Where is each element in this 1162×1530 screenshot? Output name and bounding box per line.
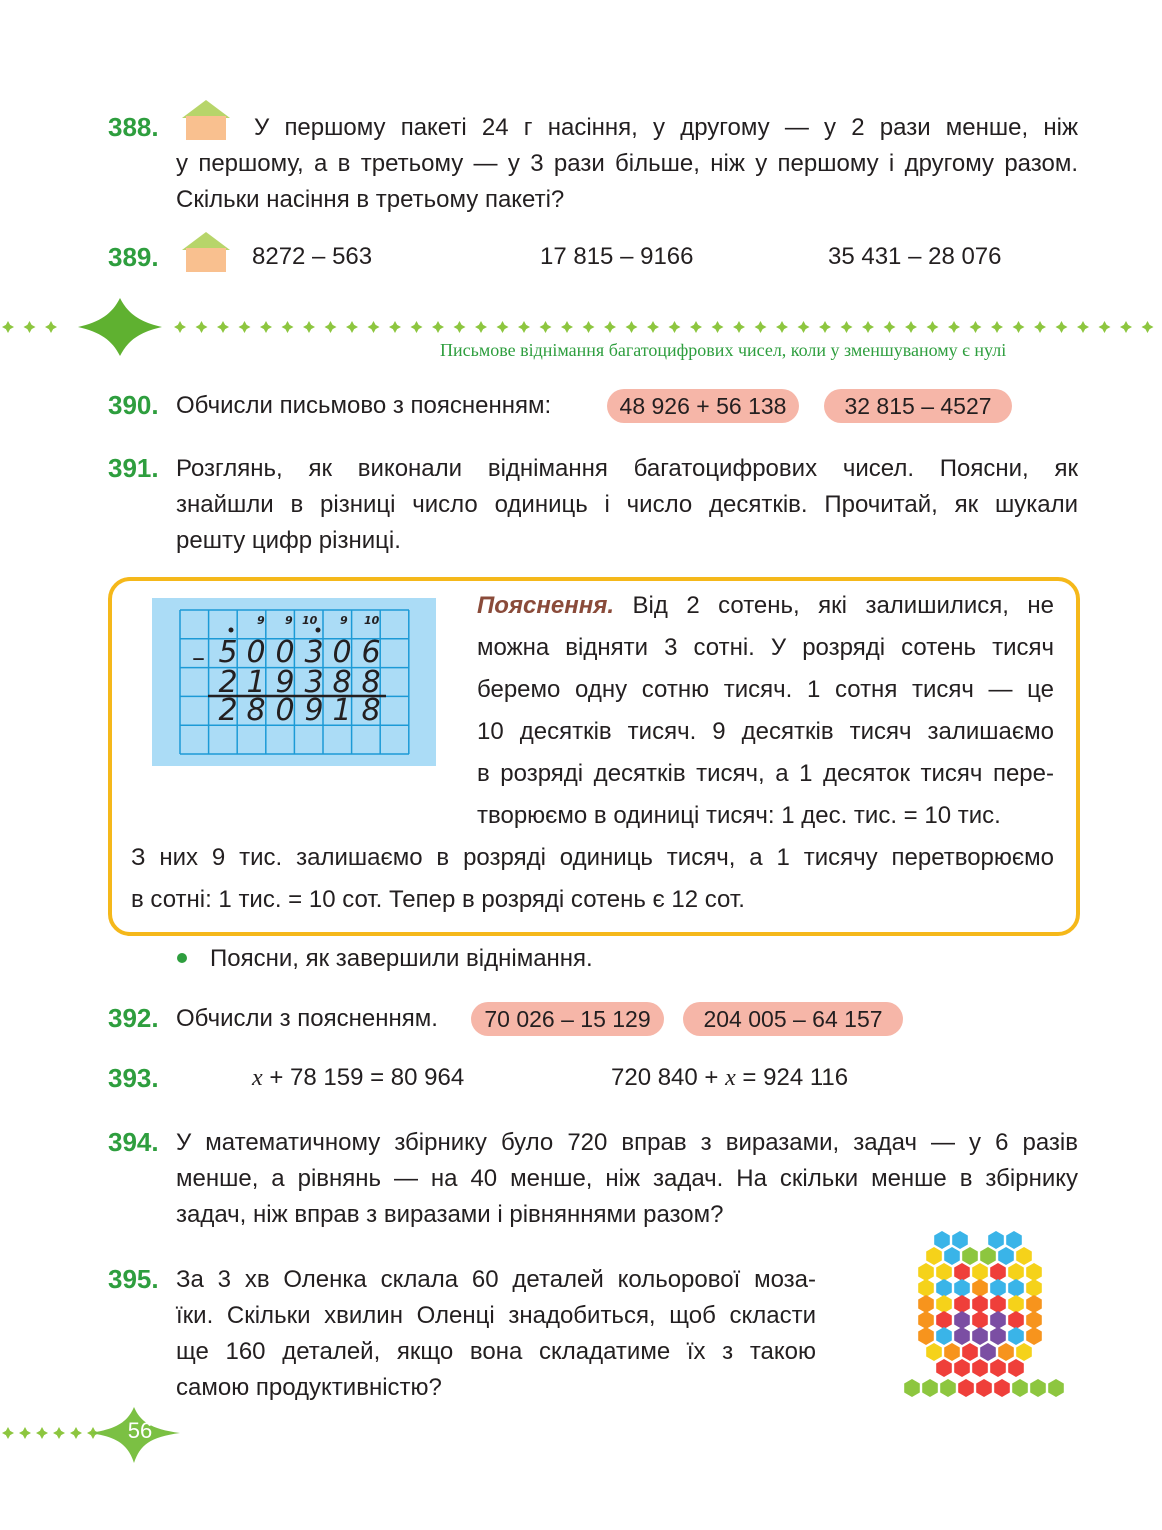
house-icon: [178, 228, 234, 272]
minuend-digit: 6: [361, 635, 381, 670]
task-388-line-3: Скільки насіння в третьому пакеті?: [176, 186, 565, 213]
task-number-395: 395.: [108, 1264, 159, 1294]
task-394-line-2: менше, а рівнянь — на 40 менше, ніж задач. На скільки менше в збірнику: [176, 1165, 1078, 1192]
task-389-expr-2: 17 815 – 9166: [540, 243, 694, 270]
page-number: 56: [127, 1418, 153, 1443]
owl-mosaic-image: [900, 1230, 1066, 1406]
carry-digit: 10: [302, 614, 318, 627]
task-393-equation-2: [611, 1064, 848, 1092]
carry-digit: 9: [257, 614, 265, 627]
task-395-text: [176, 1262, 816, 1406]
task-389-expr-3: 35 431 – 28 076: [828, 243, 1002, 270]
explanation-line-1: [477, 585, 1054, 627]
result-digit: 0: [275, 693, 295, 728]
task-388-text: [176, 110, 1078, 218]
minuend-digit: 0: [332, 635, 352, 670]
subtrahend-digit: 3: [304, 665, 324, 700]
task-395-line-3: ще 160 деталей, якщо вона складатиме їх з такою: [176, 1338, 816, 1365]
task-number-391: 391.: [108, 453, 159, 483]
task-390-expr-2: 32 815 – 4527: [824, 389, 1012, 423]
minus-sign: –: [192, 643, 205, 673]
equation-2-start: 720 840 +: [611, 1064, 726, 1091]
explanation-title: Пояснення.: [477, 592, 615, 619]
page-number-badge: [0, 1405, 190, 1465]
task-391-line-3: решту цифр різниці.: [176, 527, 401, 554]
minuend-digit: 5: [218, 635, 238, 670]
carry-digit: 9: [340, 614, 348, 627]
task-number-390: 390.: [108, 390, 159, 420]
task-392-expr-1: 70 026 – 15 129: [471, 1002, 664, 1036]
task-388-line-2: у першому, а в третьому — у 3 рази більше, ніж у першому і другому разом.: [176, 150, 1078, 177]
variable-x: x: [725, 1065, 736, 1091]
subtrahend-digit: 1: [246, 665, 266, 700]
task-389-expr-1: 8272 – 563: [252, 243, 373, 270]
minuend-digit: 3: [304, 635, 324, 670]
task-395-line-2: їки. Скільки хвилин Оленці знадобиться, щоб скласти: [176, 1302, 816, 1329]
result-digit: 1: [332, 693, 352, 728]
explanation-line-1-text: Від 2 сотень, які залишилися, не: [632, 592, 1055, 619]
task-390-text: Обчисли письмово з поясненням:: [176, 392, 552, 419]
result-digit: 8: [246, 693, 266, 728]
task-391-line-2: знайшли в різниці число одиниць і число десятків. Прочитай, як шукали: [176, 491, 1078, 518]
task-number-389: 389.: [108, 242, 159, 272]
subtrahend-digit: 8: [332, 665, 352, 700]
task-388-line-1: У першому пакеті 24 г насіння, у другому — у 2 рази менше, ніж: [254, 114, 1078, 141]
carry-digit: 10: [364, 614, 380, 627]
task-391-line-1: Розглянь, як виконали віднімання багатоцифрових чисел. Поясни, як: [176, 455, 1078, 482]
task-392-expr-2: 204 005 – 64 157: [683, 1002, 903, 1036]
explanation-line-6: творюємо в одиниці тисяч: 1 дес. тис. = 10 тис.: [477, 802, 1001, 829]
task-394-line-1: У математичному збірнику було 720 вправ з виразами, задач — у 6 разів: [176, 1129, 1078, 1156]
bullet-dot: [177, 953, 187, 963]
subtrahend-digit: 9: [275, 665, 295, 700]
equation-2-rest: = 924 116: [735, 1064, 849, 1091]
subtrahend-digit: 2: [218, 665, 238, 700]
explanation-line-8: в сотні: 1 тис. = 10 сот. Тепер в розряді сотень є 12 сот.: [131, 886, 745, 913]
task-395-line-4: самою продуктивністю?: [176, 1374, 442, 1401]
carry-digit: 9: [285, 614, 293, 627]
explanation-text-full: [131, 837, 1054, 921]
equation-1-rest: + 78 159 = 80 964: [262, 1064, 465, 1091]
result-digit: 8: [361, 693, 381, 728]
task-394-text: [176, 1125, 1078, 1233]
task-number-392: 392.: [108, 1003, 159, 1033]
task-394-line-3: задач, ніж вправ з виразами і рівняннями разом?: [176, 1201, 724, 1228]
task-393-equation-1: [252, 1064, 464, 1092]
minuend-digit: 0: [246, 635, 266, 670]
explanation-line-4: 10 десятків тисяч. 9 десятків тисяч залишаємо: [477, 718, 1054, 745]
task-391-text: [176, 451, 1078, 559]
explanation-text: [477, 585, 1054, 837]
task-number-388: 388.: [108, 112, 159, 142]
explanation-line-5: в розряді десятків тисяч, а 1 десяток тисяч пере-: [477, 760, 1054, 787]
task-number-393: 393.: [108, 1063, 159, 1093]
explanation-line-7: З них 9 тис. залишаємо в розряді одиниць тисяч, а 1 тисячу перетворюємо: [131, 844, 1054, 871]
result-digit: 2: [218, 693, 238, 728]
task-392-text: Обчисли з поясненням.: [176, 1005, 438, 1032]
task-number-394: 394.: [108, 1127, 159, 1157]
result-digit: 9: [304, 693, 324, 728]
subtrahend-digit: 8: [361, 665, 381, 700]
bullet-text: Поясни, як завершили віднімання.: [210, 945, 593, 972]
explanation-line-2: можна відняти 3 сотні. У розряді сотень тисяч: [477, 634, 1054, 661]
subtraction-grid-image: [152, 598, 436, 766]
task-395-line-1: За 3 хв Оленка склала 60 деталей кольорової моза-: [176, 1266, 816, 1293]
minuend-digit: 0: [275, 635, 295, 670]
explanation-line-3: беремо одну сотню тисяч. 1 сотня тисяч — це: [477, 676, 1054, 703]
section-title: Письмове віднімання багатоцифрових чисел, коли у зменшуваному є нулі: [440, 340, 1007, 360]
task-390-expr-1: 48 926 + 56 138: [607, 389, 799, 423]
variable-x: x: [252, 1065, 263, 1091]
